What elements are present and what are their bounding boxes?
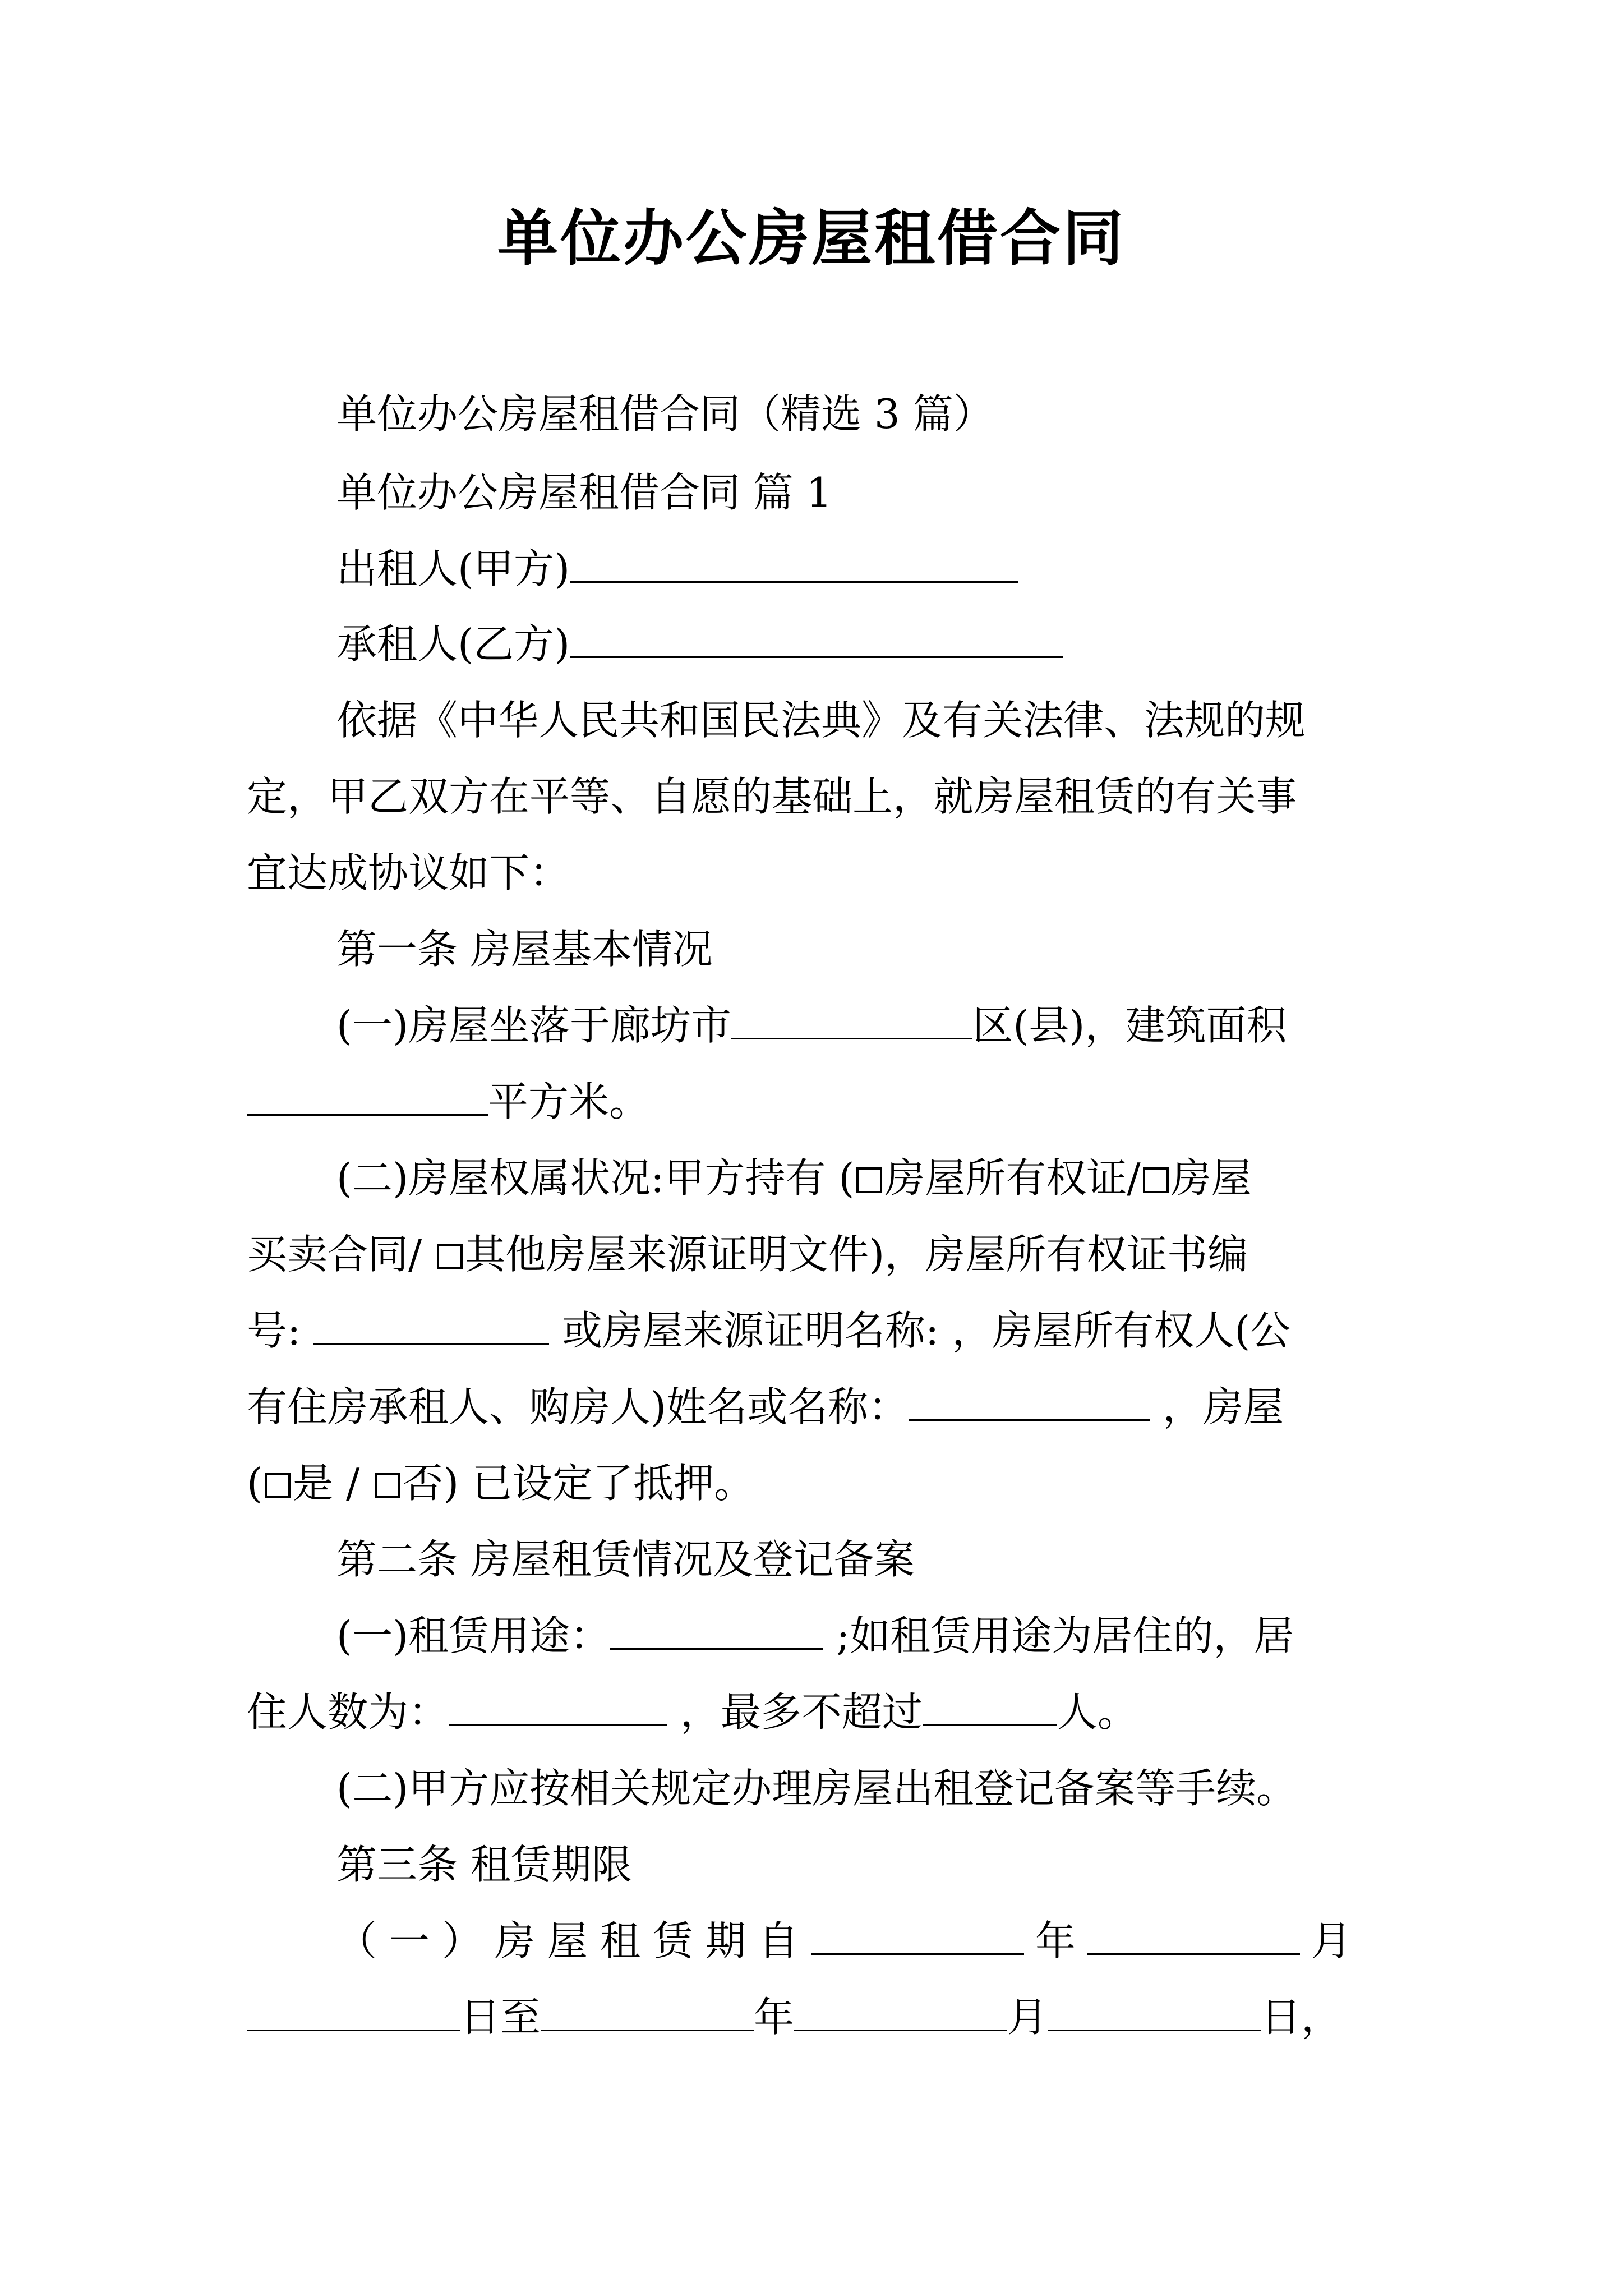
- text-segment: 号:: [247, 1307, 301, 1354]
- text-segment: (一)租赁用途：: [336, 1612, 611, 1659]
- article-heading: 第二条 房屋租赁情况及登记备案: [336, 1536, 915, 1583]
- lessee-line: [336, 617, 1391, 671]
- text-segment: 月: [1007, 1994, 1048, 2041]
- paragraph-line: [336, 1609, 1391, 1663]
- section-heading-1: 单位办公房屋租借合同 篇 1: [336, 469, 832, 516]
- document-title: 单位办公房屋租借合同: [497, 203, 1126, 274]
- text-segment: 有住房承租人、购房人)姓名或名称：: [247, 1383, 909, 1430]
- paragraph-line: [247, 1304, 1391, 1358]
- paragraph-line: [336, 1914, 1391, 1968]
- max-residents-blank: [923, 1687, 1057, 1726]
- paragraph-line: [247, 1685, 1391, 1739]
- text-segment: （一）房屋租赁期自: [336, 1917, 811, 1964]
- paragraph-line: [336, 1151, 1391, 1205]
- end-month-blank: [794, 1993, 1007, 2031]
- lessee-blank: [570, 619, 1063, 658]
- text-segment: 住人数为：: [247, 1688, 449, 1736]
- article-heading: 第三条 租赁期限: [336, 1841, 632, 1888]
- paragraph-line: [247, 1227, 1391, 1281]
- text-segment: 年: [754, 1994, 795, 2041]
- text-segment: 日至: [460, 1994, 541, 2041]
- owner-name-blank: [909, 1382, 1150, 1421]
- checkbox-icon: [437, 1244, 463, 1269]
- lessor-line: [336, 542, 1391, 596]
- text-segment: 是 /: [293, 1460, 373, 1507]
- text-segment: 房屋所有权证/: [884, 1154, 1141, 1202]
- text-segment: (二)房屋权属状况:甲方持有 (: [336, 1154, 855, 1202]
- checkbox-icon: [856, 1167, 882, 1193]
- text-segment: ，最多不超过: [667, 1688, 923, 1736]
- text-segment: 日，: [1261, 1994, 1342, 2041]
- text-segment: ，房屋: [1150, 1383, 1284, 1430]
- text-segment: 买卖合同/: [247, 1231, 435, 1278]
- paragraph-line: [247, 1456, 1391, 1510]
- text-segment: 区(县)，建筑面积: [972, 1002, 1287, 1049]
- start-year-blank: [811, 1916, 1024, 1955]
- subtitle-line: 单位办公房屋租借合同（精选 3 篇）: [336, 390, 994, 438]
- start-month-blank: [1087, 1916, 1300, 1955]
- text-segment: 房屋: [1170, 1154, 1252, 1202]
- text-segment: (一)房屋坐落于廊坊市: [336, 1002, 732, 1049]
- text-segment: 月: [1311, 1917, 1352, 1964]
- checkbox-icon: [375, 1473, 400, 1498]
- paragraph-line: [247, 1380, 1391, 1434]
- article-heading: 第一条 房屋基本情况: [336, 926, 713, 973]
- certificate-number-blank: [313, 1306, 549, 1345]
- text-segment: (: [247, 1460, 263, 1507]
- lessor-blank: [570, 544, 1018, 583]
- district-blank: [731, 1001, 972, 1039]
- text-segment: 人。: [1057, 1688, 1138, 1736]
- end-year-blank: [541, 1993, 754, 2031]
- paragraph-line: 依据《中华人民共和国民法典》及有关法律、法规的规: [336, 697, 1306, 744]
- usage-blank: [610, 1611, 823, 1650]
- lessee-label: 承租人(乙方): [336, 620, 570, 668]
- checkbox-icon: [1143, 1167, 1169, 1193]
- checkbox-icon: [265, 1473, 291, 1498]
- text-segment: ;如租赁用途为居住的，居: [823, 1612, 1294, 1659]
- end-day-blank: [1048, 1993, 1261, 2031]
- text-segment: 平方米。: [488, 1078, 650, 1125]
- start-day-blank: [247, 1993, 460, 2031]
- residents-blank: [449, 1687, 667, 1726]
- paragraph-line: 宜达成协议如下：: [247, 849, 570, 896]
- paragraph-line: [247, 1990, 1391, 2044]
- text-segment: 或房屋来源证明名称: ，房屋所有权人(公: [549, 1307, 1291, 1354]
- paragraph-line: [336, 999, 1391, 1052]
- text-segment: 否) 已设定了抵押。: [403, 1460, 755, 1507]
- text-segment: 其他房屋来源证明文件)，房屋所有权证书编: [465, 1231, 1248, 1278]
- paragraph-line: (二)甲方应按相关规定办理房屋出租登记备案等手续。: [336, 1765, 1297, 1812]
- paragraph-line: [247, 1075, 1391, 1129]
- text-segment: 年: [1035, 1917, 1076, 1964]
- area-blank: [247, 1077, 488, 1116]
- lessor-label: 出租人(甲方): [336, 545, 570, 592]
- paragraph-line: 定，甲乙双方在平等、自愿的基础上，就房屋租赁的有关事: [247, 773, 1297, 820]
